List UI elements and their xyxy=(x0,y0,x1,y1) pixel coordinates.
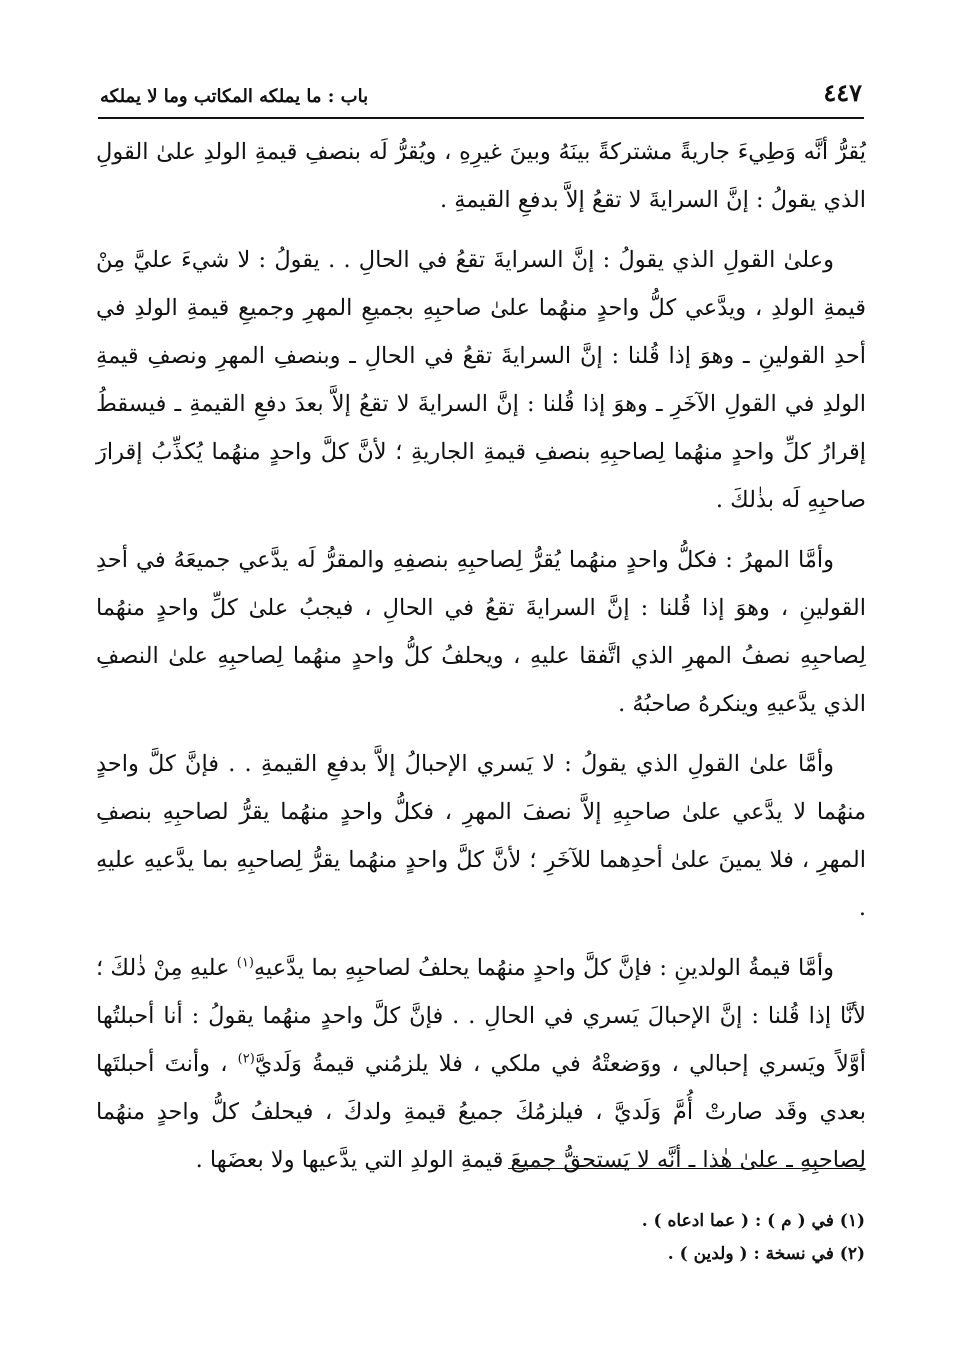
footnote: (٢) في نسخة : ( ولدين ) . xyxy=(667,1244,865,1264)
paragraph: يُقرُّ أنَّه وَطِيءَ جاريةً مشتركةً بينَهُ وبينَ غيرِهِ ، ويُقرُّ لَه بنصفِ قيمةِ الولدِ علىٰ القولِ الذي يقولُ : إنَّ السرايةَ لا تقعُ إلاَّ بدفعِ القيمةِ . xyxy=(96,139,866,213)
paragraph: وعلىٰ القولِ الذي يقولُ : إنَّ السرايةَ تقعُ في الحالِ . . يقولُ : لا شيءَ عليَّ مِنْ قيمةِ الولدِ ، ويدَّعي كلُّ واحدٍ منهُما علىٰ صاحبِهِ بجميعِ المهرِ وجميعِ قيمةِ الولدِ في أحدِ القولينِ ـ وهوَ إذا قُلنا : إنَّ السرايةَ تقعُ في الحالِ ـ وبنصفِ المهرِ ونصفِ قيمةِ الولدِ في القولِ الآخَرِ ـ وهوَ إذا قُلنا : إنَّ السرايةَ لا تقعُ إلاَّ بعدَ دفعِ القيمةِ ـ فيسقطُ إقرارُ كلِّ واحدٍ منهُما لِصاحبِهِ بنصفِ قيمةِ الجاريةِ ؛ لأنَّ كلَّ واحدٍ منهُما يُكذِّبُ إقرارَ صاحبِهِ لَه بذٰلكَ . xyxy=(96,247,866,513)
paragraph-segment: ، وأنتَ أحبلتَها بعدي وقَد صارتْ أُمَّ وَلَديَّ ، فيلزمُكَ جميعُ قيمةِ ولدكَ ، فيحلفُ كلُّ واحدٍ منهُما لِصاحبِهِ ـ علىٰ هٰذا ـ أنَّه لا يَستحقُّ جميعَ قيمةِ الولدِ التي يدَّعيها ولا بعضَها . xyxy=(96,1051,866,1173)
footnote-divider xyxy=(508,1168,865,1169)
chapter-title: باب : ما يملكه المكاتب وما لا يملكه xyxy=(100,86,369,107)
paragraph: وأمَّا المهرُ : فكلُّ واحدٍ منهُما يُقرُّ لِصاحبِهِ بنصفِهِ والمقرُّ لَه يدَّعي جميعَهُ في أحدِ القولينِ ، وهوَ إذا قُلنا : إنَّ السرايةَ تقعُ في الحالِ ، فيجبُ علىٰ كلِّ واحدٍ منهُما لِصاحبِهِ نصفُ المهرِ الذي اتَّفقا عليهِ ، ويحلفُ كلُّ واحدٍ منهُما لِصاحبِهِ علىٰ النصفِ الذي يدَّعيهِ وينكرهُ صاحبُهُ . xyxy=(96,547,866,717)
header-divider xyxy=(98,117,864,119)
footnote-marker: (٢) xyxy=(237,1051,255,1067)
paragraph: وأمَّا علىٰ القولِ الذي يقولُ : لا يَسري الإحبالُ إلاَّ بدفعِ القيمةِ . . فإنَّ كلَّ واحدٍ منهُما لا يدَّعي علىٰ صاحبِهِ إلاَّ نصفَ المهرِ ، فكلُّ واحدٍ منهُما يقرُّ لصاحبِهِ بنصفِ المهرِ ، فلا يمينَ علىٰ أحدِهما للآخَرِ ؛ لأنَّ كلَّ واحدٍ منهُما يقرُّ لِصاحبِهِ بما يدَّعيهِ عليهِ . xyxy=(96,751,866,921)
footnote: (١) في ( م ) : ( عما ادعاه ) . xyxy=(641,1211,865,1231)
footnote-marker: (١) xyxy=(236,955,254,971)
paragraph-segment: وأمَّا قيمةُ الولدينِ : فإنَّ كلَّ واحدٍ منهُما يحلفُ لصاحبِهِ بما يدَّعيهِ xyxy=(253,955,834,981)
page-number: ٤٤٧ xyxy=(823,78,862,107)
main-text xyxy=(96,128,866,1196)
paragraph-segment: عليهِ مِنْ ذٰلكَ ؛ لأنَّا إذا قُلنا : إنَّ الإحبالَ يَسري في الحالِ . . فإنَّ كلَّ واحدٍ منهُما يقولُ : أنا أحبلتُها أوَّلاً ويَسري إحبالي ، ووَضعتْهُ في ملكي ، فلا يلزمُني قيمةُ وَلَديَّ xyxy=(96,955,866,1077)
footnotes xyxy=(300,1205,865,1271)
paragraph xyxy=(96,944,866,1184)
page-header xyxy=(100,78,862,107)
